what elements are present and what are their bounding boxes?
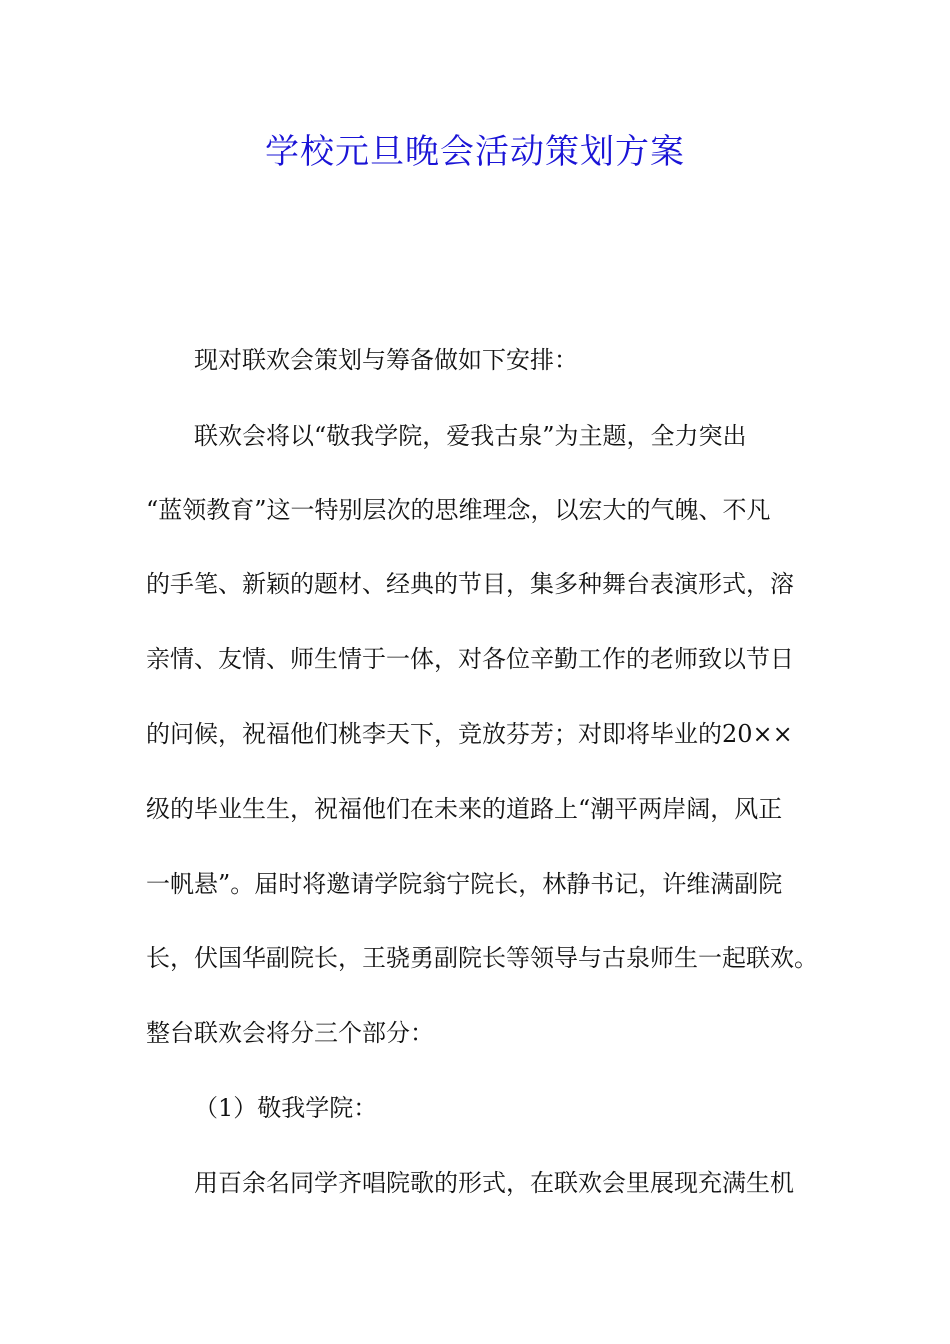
paragraph-theme-line-8: 长，伏国华副院长，王骁勇副院长等领导与古泉师生一起联欢。 [146, 944, 818, 972]
paragraph-theme-line-5: 的问候，祝福他们桃李天下，竞放芬芳；对即将毕业的20×× [146, 720, 793, 748]
paragraph-intro: 现对联欢会策划与筹备做如下安排： [194, 346, 578, 374]
paragraph-theme-line-9: 整台联欢会将分三个部分： [146, 1019, 434, 1047]
paragraph-theme-line-2: “蓝领教育”这一特别层次的思维理念，以宏大的气魄、不凡 [146, 496, 771, 524]
paragraph-theme-line-6: 级的毕业生生，祝福他们在未来的道路上“潮平两岸阔，风正 [146, 795, 783, 823]
paragraph-theme-line-4: 亲情、友情、师生情于一体，对各位辛勤工作的老师致以节日 [146, 645, 794, 673]
paragraph-theme-line-3: 的手笔、新颖的题材、经典的节目，集多种舞台表演形式，溶 [146, 570, 794, 598]
paragraph-theme-line-7: 一帆悬”。届时将邀请学院翁宁院长，林静书记，许维满副院 [146, 870, 783, 898]
section-1-paragraph-line-1: 用百余名同学齐唱院歌的形式，在联欢会里展现充满生机 [194, 1169, 794, 1197]
paragraph-theme-line-1: 联欢会将以“敬我学院，爱我古泉”为主题，全力突出 [194, 422, 747, 450]
section-heading-1: （1）敬我学院： [194, 1094, 378, 1122]
document-title: 学校元旦晚会活动策划方案 [265, 132, 685, 172]
